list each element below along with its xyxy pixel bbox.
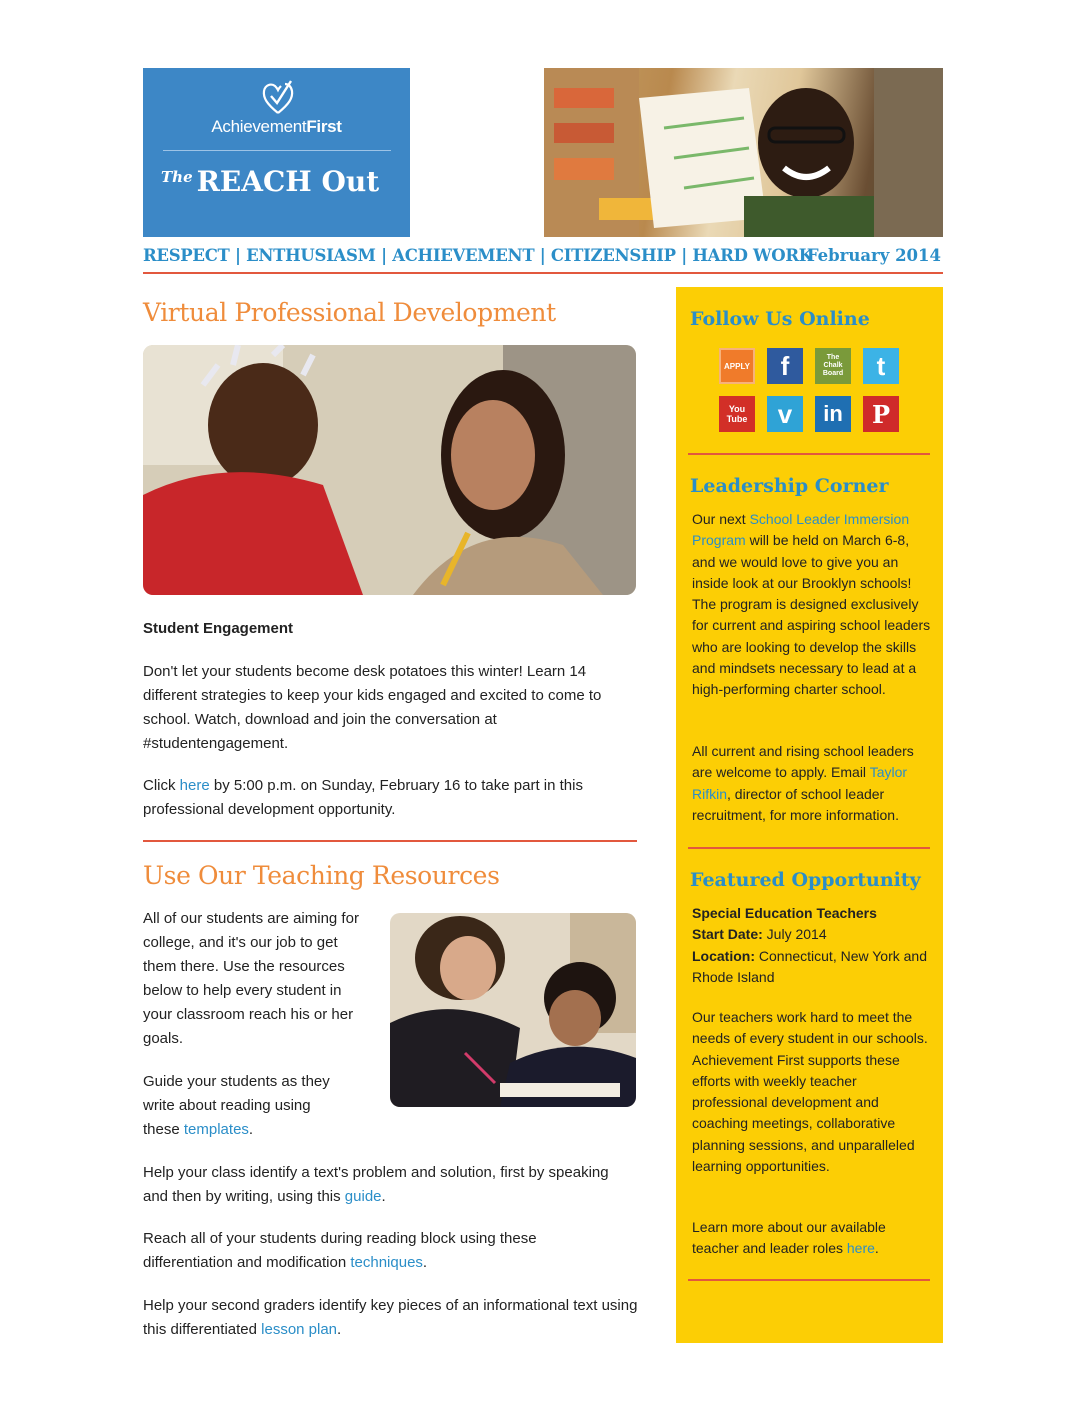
immersion-program-link[interactable]: School Leader Immersion Program (692, 511, 910, 549)
featured-paragraph: Our teachers work hard to meet the needs of every student in our schools. Achievement First supports these efforts with weekly teacher professional development and coaching meetings, collaborative planning sessions, and unparalleled learning opportunities. (692, 1009, 928, 1175)
photo-teacher-student (143, 345, 636, 595)
resource-item-techniques: Reach all of your students during reading block using these differentiation and modification techniques. (143, 1230, 537, 1271)
section2-intro: All of our students are aiming for college, and it's our job to get them there. Use the resources below to help every student in your classroom reach his or her goals. (143, 910, 359, 1047)
sidebar-divider (688, 847, 930, 849)
sidebar-divider (688, 453, 930, 455)
resource-item-lesson-plan: Help your second graders identify key pieces of an informational text using this differentiated lesson plan. (143, 1297, 638, 1338)
apply-icon[interactable]: APPLY (719, 348, 755, 384)
sidebar (676, 287, 943, 1343)
chalkboard-icon[interactable]: The Chalk Board (815, 348, 851, 384)
leadership-corner-title: Leadership Corner (690, 475, 889, 497)
resource-item-guide: Help your class identify a text's problem and solution, first by speaking and then by writing, using this guide. (143, 1164, 609, 1205)
newsletter-title: $^{The}$ REACH Out (161, 165, 380, 198)
section1-paragraph: Don't let your students become desk potatoes this winter! Learn 14 different strategies to keep your kids engaged and excited to come to school. Watch, download and join the conversation at #studentengagement. (143, 663, 602, 752)
facebook-icon[interactable]: f (767, 348, 803, 384)
techniques-link[interactable]: techniques (350, 1254, 423, 1271)
section1-cta: Click here by 5:00 p.m. on Sunday, February 16 to take part in this professional development opportunity. (143, 777, 583, 818)
resource-item-templates: Guide your students as they write about reading using these templates. (143, 1073, 330, 1138)
hero-photo-student (544, 68, 943, 237)
sidebar-divider (688, 1279, 930, 1281)
follow-us-title: Follow Us Online (690, 308, 870, 330)
taylor-rifkin-link[interactable]: Taylor Rifkin (692, 764, 908, 802)
featured-role: Special Education Teachers (692, 905, 877, 921)
core-values: RESPECT | ENTHUSIASM | ACHIEVEMENT | CITIZENSHIP | HARD WORK (143, 246, 813, 265)
values-bar (143, 246, 943, 268)
subsection-title-student-engagement: Student Engagement (143, 620, 294, 637)
featured-opportunity-title: Featured Opportunity (690, 869, 921, 891)
section-title-teaching-resources: Use Our Teaching Resources (143, 861, 500, 890)
leadership-paragraph-1: Our next School Leader Immersion Program will be held on March 6-8, and we would love to give you an inside look at our Brooklyn schools! The program is designed exclusively for current and aspiring school leaders who are looking to develop the skills and mindsets necessary to lead at a high-performing charter school. (692, 511, 931, 698)
featured-role-details: Special Education Teachers Start Date: July 2014 Location: Connecticut, New York and Rhode Island (692, 905, 927, 985)
newsletter-logo (143, 68, 410, 237)
twitter-icon[interactable]: t (863, 348, 899, 384)
templates-link[interactable]: templates (183, 1121, 249, 1138)
header-divider (143, 272, 943, 274)
roles-here-link[interactable]: here (846, 1240, 875, 1257)
linkedin-icon[interactable]: in (815, 396, 851, 432)
lesson-plan-link[interactable]: lesson plan (261, 1321, 338, 1338)
register-link[interactable]: here (179, 777, 210, 794)
brand-name: AchievementFirst (211, 117, 342, 136)
vimeo-icon[interactable]: v (767, 396, 803, 432)
featured-cta: Learn more about our available teacher and leader roles here. (692, 1219, 886, 1257)
heart-check-icon (261, 80, 295, 116)
logo-divider (163, 150, 391, 151)
pinterest-icon[interactable]: P (863, 396, 899, 432)
photo-teacher-helping-student (390, 913, 636, 1107)
section-divider (143, 840, 637, 842)
guide-link[interactable]: guide (344, 1188, 382, 1205)
section-title-virtual-pd: Virtual Professional Development (143, 298, 556, 327)
leadership-paragraph-2: All current and rising school leaders are welcome to apply. Email Taylor Rifkin, director of school leader recruitment, for more information. (692, 743, 914, 823)
youtube-icon[interactable]: You Tube (719, 396, 755, 432)
issue-date: February 2014 (806, 246, 941, 265)
